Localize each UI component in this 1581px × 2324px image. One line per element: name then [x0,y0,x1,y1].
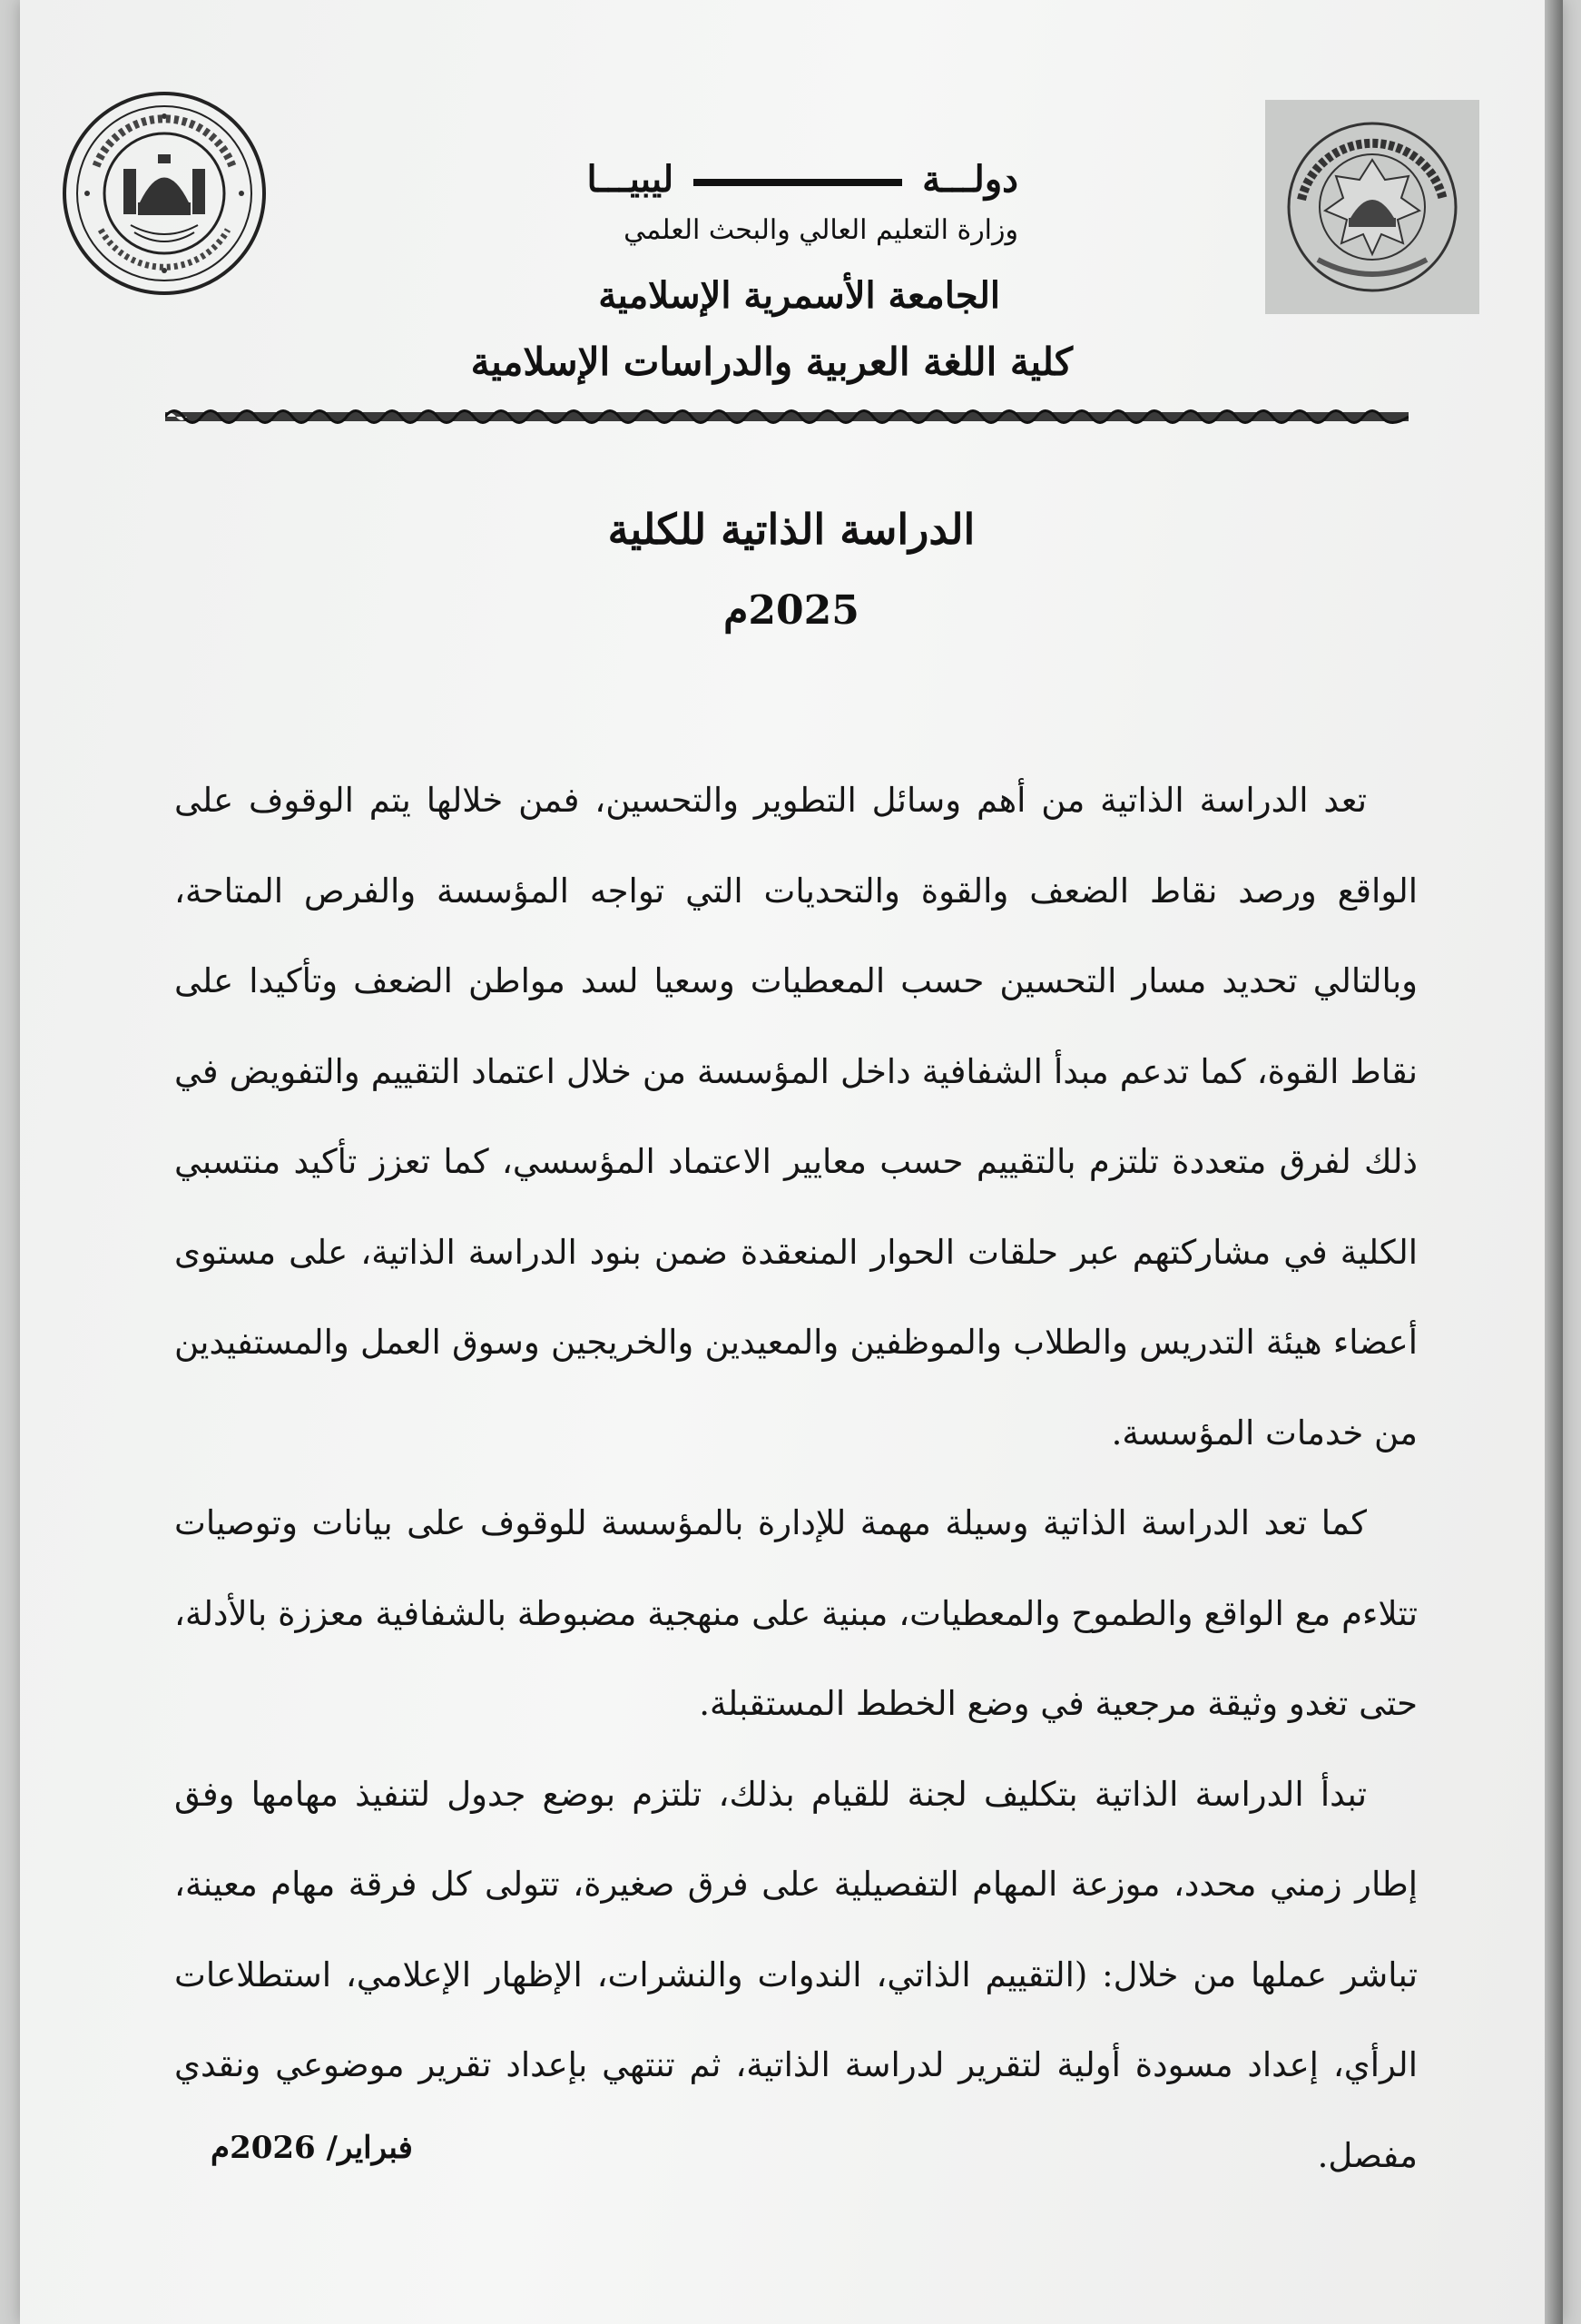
university-name: الجامعة الأسمرية الإسلامية [598,274,1000,317]
letterhead [20,0,1563,454]
state-name [383,154,1018,205]
university-seal-icon [1281,116,1463,298]
document-page [20,0,1563,2324]
body-paragraph-3: تبدأ الدراسة الذاتية بتكليف لجنة للقيام بذلك، تلتزم بوضع جدول لتنفيذ مهامها وفق إطار زمني محدد، موزعة المهام التفصيلية على فرق صغيرة، تتولى كل فرقة مهام معينة، تباشر عملها من خلال: (التقييم الذاتي، الندوات والنشرات، الإظهار الإعلامي، استطلاعات الرأي، إعداد مسودة أولية لتقرير لدراسة الذاتية، ثم تنتهي بإعداد تقرير موضوعي ونقدي مفصل. [174,1774,1418,2175]
document-body [174,755,1418,2201]
letterhead-text [383,154,1018,254]
faculty-name: كلية اللغة العربية والدراسات الإسلامية [470,340,1073,384]
state-word-dawla: دولـــة [922,158,1018,201]
body-paragraph-2: كما تعد الدراسة الذاتية وسيلة مهمة للإدارة بالمؤسسة للوقوف على بيانات وتوصيات تتلاءم مع الواقع والطموح والمعطيات، مبنية على منهجية مضبوطة بالشفافية معززة بالأدلة، حتى تغدو وثيقة مرجعية في وضع الخطط المستقبلة. [174,1503,1418,1723]
faculty-seal-icon [60,89,269,298]
document-title: الدراسة الذاتية للكلية [607,505,976,554]
ornamental-divider [165,401,1409,432]
state-kashida-line [693,179,902,186]
university-seal-frame [1265,100,1479,314]
document-year: 2025م [723,587,859,634]
body-paragraph-1: تعد الدراسة الذاتية من أهم وسائل التطوير والتحسين، فمن خلالها يتم الوقوف على الواقع ورصد نقاط الضعف والقوة والتحديات التي تواجه المؤسسة والفرص المتاحة، وبالتالي تحديد مسار التحسين حسب المعطيات وسعيا لسد مواطن الضعف وتأكيدا على نقاط القوة، كما تدعم مبدأ الشفافية داخل المؤسسة من خلال اعتماد التقييم والتفويض في ذلك لفرق متعددة تلتزم بالتقييم حسب معايير الاعتماد المؤسسي، كما تعزز تأكيد منتسبي الكلية في مشاركتهم عبر حلقات الحوار المنعقدة ضمن بنود الدراسة الذاتية، على مستوى أعضاء هيئة التدريس والطلاب والموظفين والمعيدين والخريجين وسوق العمل والمستفيدين من خدمات المؤسسة. [174,781,1418,1452]
document-date: فبراير/ 2026م [211,2130,413,2166]
ministry-name: وزارة التعليم العالي والبحث العلمي [624,214,1018,246]
state-word-libya: ليبيـــا [586,158,674,201]
